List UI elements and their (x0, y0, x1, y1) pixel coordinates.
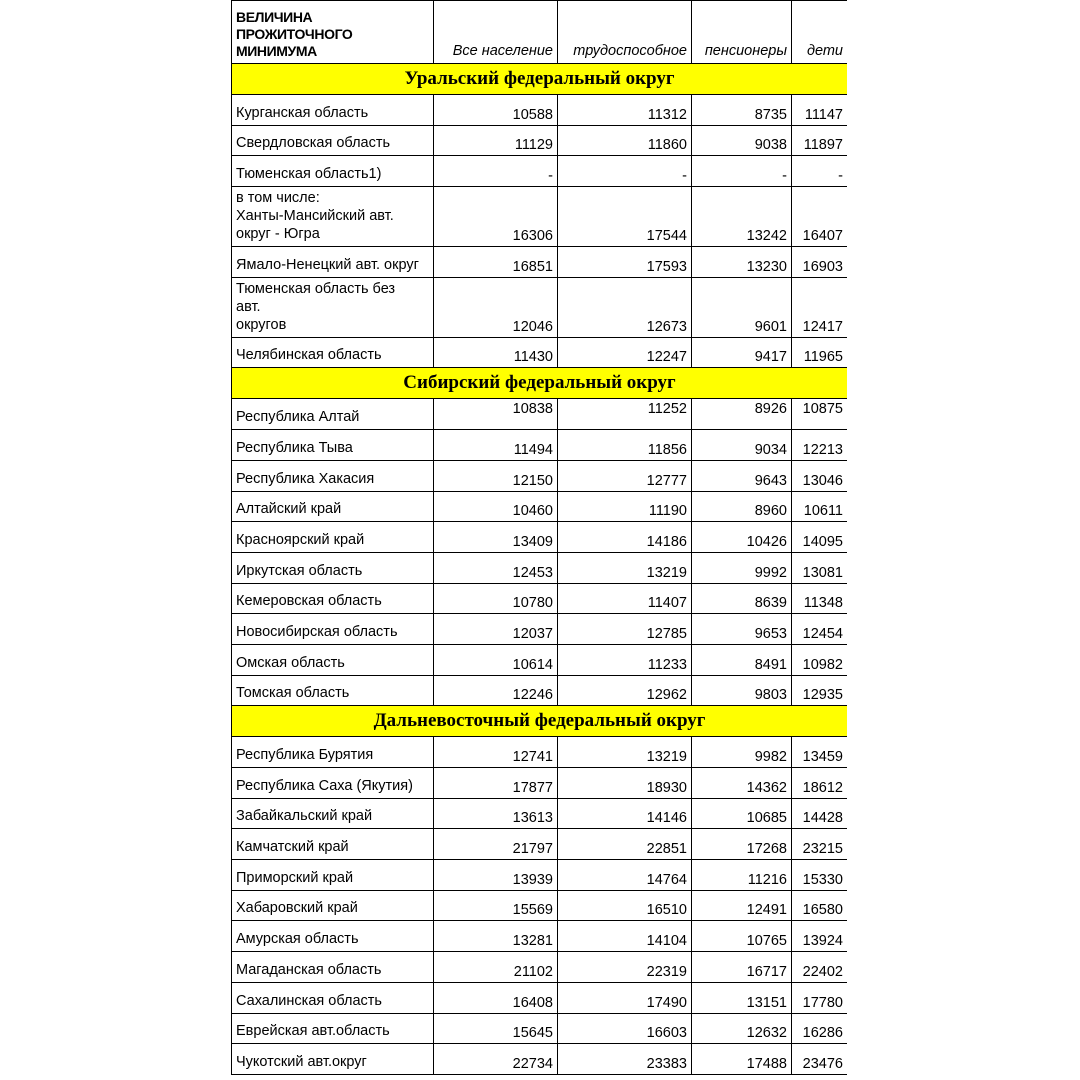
value-pensioners: 9034 (692, 430, 792, 461)
table-row (232, 829, 848, 860)
region-name-cell (232, 522, 434, 553)
value-working-age: 11190 (558, 491, 692, 522)
value-all-population: 12741 (434, 737, 558, 768)
value-children: 12213 (792, 430, 848, 461)
table-row (232, 644, 848, 675)
region-name-line: Республика Бурятия (236, 747, 374, 763)
section-title: Уральский федеральный округ (232, 64, 848, 95)
value-pensioners: 9643 (692, 460, 792, 491)
value-all-population: 16851 (434, 247, 558, 278)
value-pensioners: 8491 (692, 644, 792, 675)
region-name-cell (232, 430, 434, 461)
region-name-line: Чукотский авт.округ (236, 1053, 367, 1070)
table-row (232, 768, 848, 799)
table-row (232, 522, 848, 553)
value-all-population: 12453 (434, 552, 558, 583)
region-name-cell (232, 337, 434, 368)
table-row (232, 337, 848, 368)
value-all-population: 13409 (434, 522, 558, 553)
value-working-age: 11407 (558, 583, 692, 614)
value-pensioners: 9992 (692, 552, 792, 583)
value-working-age: 13219 (558, 552, 692, 583)
value-children: 14428 (792, 798, 848, 829)
table-row (232, 860, 848, 891)
column-header-working-age: трудоспособное (558, 1, 692, 64)
value-all-population: 10780 (434, 583, 558, 614)
table-row (232, 1044, 848, 1075)
value-all-population: 12046 (434, 277, 558, 337)
value-pensioners: 9982 (692, 737, 792, 768)
column-header-children: дети (792, 1, 848, 64)
value-all-population: 10460 (434, 491, 558, 522)
region-name-line: авт. (236, 298, 261, 315)
value-all-population: 15645 (434, 1013, 558, 1044)
region-name-line: Омская область (236, 654, 345, 671)
region-name-cell (232, 277, 434, 337)
value-pensioners: 17268 (692, 829, 792, 860)
table-row (232, 614, 848, 645)
region-name-cell (232, 156, 434, 187)
table-row (232, 798, 848, 829)
table-row (232, 430, 848, 461)
region-name-line: Еврейская авт.область (236, 1023, 390, 1040)
value-children: 11147 (792, 95, 848, 126)
value-pensioners: 10765 (692, 921, 792, 952)
table-row (232, 921, 848, 952)
value-working-age: 17593 (558, 247, 692, 278)
region-name-line: Хабаровский край (236, 900, 358, 917)
value-children: 11965 (792, 337, 848, 368)
value-children: 12935 (792, 675, 848, 706)
table-title: ВЕЛИЧИНА ПРОЖИТОЧНОГО МИНИМУМА (232, 1, 434, 64)
value-pensioners: 8735 (692, 95, 792, 126)
region-name-line: округов (236, 316, 287, 333)
region-name-line: Сахалинская область (236, 992, 382, 1009)
value-pensioners: 8926 (692, 399, 792, 430)
value-pensioners: 9601 (692, 277, 792, 337)
subsistence-minimum-table (231, 0, 847, 1075)
value-children: 15330 (792, 860, 848, 891)
region-name-line: в том числе: (236, 190, 320, 207)
value-children: 10611 (792, 491, 848, 522)
region-name-cell (232, 737, 434, 768)
value-pensioners: 13230 (692, 247, 792, 278)
value-all-population: 16306 (434, 187, 558, 247)
value-working-age: 17544 (558, 187, 692, 247)
value-children: - (792, 156, 848, 187)
value-working-age: 16510 (558, 890, 692, 921)
value-pensioners: 14362 (692, 768, 792, 799)
section-header-row (232, 368, 848, 399)
region-name-cell (232, 798, 434, 829)
value-working-age: 11860 (558, 125, 692, 156)
region-name-cell (232, 675, 434, 706)
value-children: 12454 (792, 614, 848, 645)
value-children: 23476 (792, 1044, 848, 1075)
value-working-age: 12962 (558, 675, 692, 706)
table-row (232, 1013, 848, 1044)
value-all-population: 11129 (434, 125, 558, 156)
value-children: 13046 (792, 460, 848, 491)
region-name-cell (232, 921, 434, 952)
value-children: 16580 (792, 890, 848, 921)
region-name-cell (232, 125, 434, 156)
value-children: 13459 (792, 737, 848, 768)
value-children: 18612 (792, 768, 848, 799)
region-name-cell (232, 95, 434, 126)
table-row (232, 675, 848, 706)
value-children: 16903 (792, 247, 848, 278)
value-pensioners: 12632 (692, 1013, 792, 1044)
region-name-cell (232, 768, 434, 799)
region-name-cell (232, 952, 434, 983)
value-children: 23215 (792, 829, 848, 860)
column-header-pensioners: пенсионеры (692, 1, 792, 64)
value-all-population: 17877 (434, 768, 558, 799)
table-row (232, 737, 848, 768)
value-all-population: 10838 (434, 399, 558, 430)
value-children: 12417 (792, 277, 848, 337)
region-name-line: Томская область (236, 685, 350, 702)
table-row (232, 491, 848, 522)
section-header-row (232, 706, 848, 737)
value-all-population: 13281 (434, 921, 558, 952)
value-all-population: - (434, 156, 558, 187)
table-row (232, 156, 848, 187)
table-row (232, 187, 848, 247)
header-row (232, 1, 848, 64)
value-pensioners: 8960 (692, 491, 792, 522)
table-row (232, 890, 848, 921)
value-all-population: 13613 (434, 798, 558, 829)
table-row (232, 95, 848, 126)
value-pensioners: 8639 (692, 583, 792, 614)
value-working-age: 14186 (558, 522, 692, 553)
value-working-age: 12785 (558, 614, 692, 645)
value-children: 13081 (792, 552, 848, 583)
table-body (232, 64, 848, 1075)
value-working-age: 14104 (558, 921, 692, 952)
region-name-line: Тюменская область1) (236, 166, 382, 183)
value-pensioners: 11216 (692, 860, 792, 891)
region-name-cell (232, 982, 434, 1013)
value-pensioners: 17488 (692, 1044, 792, 1075)
value-pensioners: 13242 (692, 187, 792, 247)
region-name-line: Тюменская область без (236, 280, 396, 297)
region-name-line: Республика Хакасия (236, 470, 375, 487)
table-row (232, 247, 848, 278)
region-name-cell (232, 247, 434, 278)
table-row (232, 583, 848, 614)
value-children: 10875 (792, 399, 848, 430)
value-all-population: 12246 (434, 675, 558, 706)
value-all-population: 12037 (434, 614, 558, 645)
table-row (232, 277, 848, 337)
value-children: 11897 (792, 125, 848, 156)
value-working-age: 12777 (558, 460, 692, 491)
value-children: 16407 (792, 187, 848, 247)
value-working-age: 12673 (558, 277, 692, 337)
value-working-age: 22851 (558, 829, 692, 860)
value-pensioners: 16717 (692, 952, 792, 983)
region-name-line: Новосибирская область (236, 623, 398, 640)
value-all-population: 21797 (434, 829, 558, 860)
region-name-cell (232, 583, 434, 614)
value-working-age: 11233 (558, 644, 692, 675)
region-name-line: Ямало-Ненецкий авт. округ (236, 256, 419, 273)
region-name-cell (232, 491, 434, 522)
region-name-line: Челябинская область (236, 347, 382, 364)
table-row (232, 460, 848, 491)
region-name-line: Красноярский край (236, 531, 365, 548)
value-all-population: 11430 (434, 337, 558, 368)
section-header-row (232, 64, 848, 95)
region-name-line: Магаданская область (236, 961, 382, 978)
value-all-population: 11494 (434, 430, 558, 461)
value-pensioners: 9803 (692, 675, 792, 706)
value-pensioners: 9653 (692, 614, 792, 645)
section-title: Сибирский федеральный округ (232, 368, 848, 399)
region-name-line: округ - Югра (236, 226, 320, 243)
column-header-all-population: Все население (434, 1, 558, 64)
value-working-age: 23383 (558, 1044, 692, 1075)
value-working-age: 13219 (558, 737, 692, 768)
subsistence-table-container (231, 0, 847, 1080)
value-all-population: 12150 (434, 460, 558, 491)
region-name-line: Республика Алтай (236, 409, 360, 426)
value-working-age: 11856 (558, 430, 692, 461)
value-working-age: 11312 (558, 95, 692, 126)
value-working-age: 16603 (558, 1013, 692, 1044)
region-name-line: Приморский край (236, 869, 354, 886)
region-name-cell (232, 644, 434, 675)
region-name-cell (232, 460, 434, 491)
value-working-age: - (558, 156, 692, 187)
region-name-cell (232, 860, 434, 891)
value-children: 22402 (792, 952, 848, 983)
value-pensioners: 10426 (692, 522, 792, 553)
value-children: 17780 (792, 982, 848, 1013)
value-children: 10982 (792, 644, 848, 675)
region-name-cell (232, 187, 434, 247)
value-working-age: 18930 (558, 768, 692, 799)
value-pensioners: 9417 (692, 337, 792, 368)
value-working-age: 12247 (558, 337, 692, 368)
table-row (232, 952, 848, 983)
value-children: 11348 (792, 583, 848, 614)
value-pensioners: - (692, 156, 792, 187)
value-all-population: 21102 (434, 952, 558, 983)
region-name-line: Свердловская область (236, 135, 391, 152)
value-pensioners: 12491 (692, 890, 792, 921)
value-working-age: 14146 (558, 798, 692, 829)
section-title: Дальневосточный федеральный округ (232, 706, 848, 737)
region-name-line: Республика Саха (Якутия) (236, 777, 413, 794)
region-name-line: Забайкальский край (236, 808, 373, 825)
table-row (232, 399, 848, 430)
value-children: 14095 (792, 522, 848, 553)
region-name-line: Кемеровская область (236, 593, 382, 610)
value-children: 13924 (792, 921, 848, 952)
value-all-population: 15569 (434, 890, 558, 921)
value-pensioners: 13151 (692, 982, 792, 1013)
value-all-population: 13939 (434, 860, 558, 891)
region-name-cell (232, 1044, 434, 1075)
value-all-population: 10614 (434, 644, 558, 675)
value-working-age: 11252 (558, 399, 692, 430)
region-name-line: Республика Тыва (236, 439, 353, 456)
table-row (232, 125, 848, 156)
value-pensioners: 10685 (692, 798, 792, 829)
value-working-age: 17490 (558, 982, 692, 1013)
region-name-line: Амурская область (236, 931, 359, 948)
region-name-line: Алтайский край (236, 501, 342, 518)
value-working-age: 22319 (558, 952, 692, 983)
region-name-line: Камчатский край (236, 839, 349, 856)
value-all-population: 10588 (434, 95, 558, 126)
region-name-line: Ханты-Мансийский авт. (236, 208, 394, 225)
region-name-cell (232, 552, 434, 583)
table-row (232, 552, 848, 583)
value-children: 16286 (792, 1013, 848, 1044)
region-name-cell (232, 829, 434, 860)
value-all-population: 16408 (434, 982, 558, 1013)
region-name-cell (232, 1013, 434, 1044)
value-pensioners: 9038 (692, 125, 792, 156)
region-name-line: Курганская область (236, 104, 369, 121)
value-all-population: 22734 (434, 1044, 558, 1075)
value-working-age: 14764 (558, 860, 692, 891)
region-name-cell (232, 399, 434, 430)
table-row (232, 982, 848, 1013)
region-name-cell (232, 614, 434, 645)
region-name-cell (232, 890, 434, 921)
region-name-line: Иркутская область (236, 562, 363, 579)
